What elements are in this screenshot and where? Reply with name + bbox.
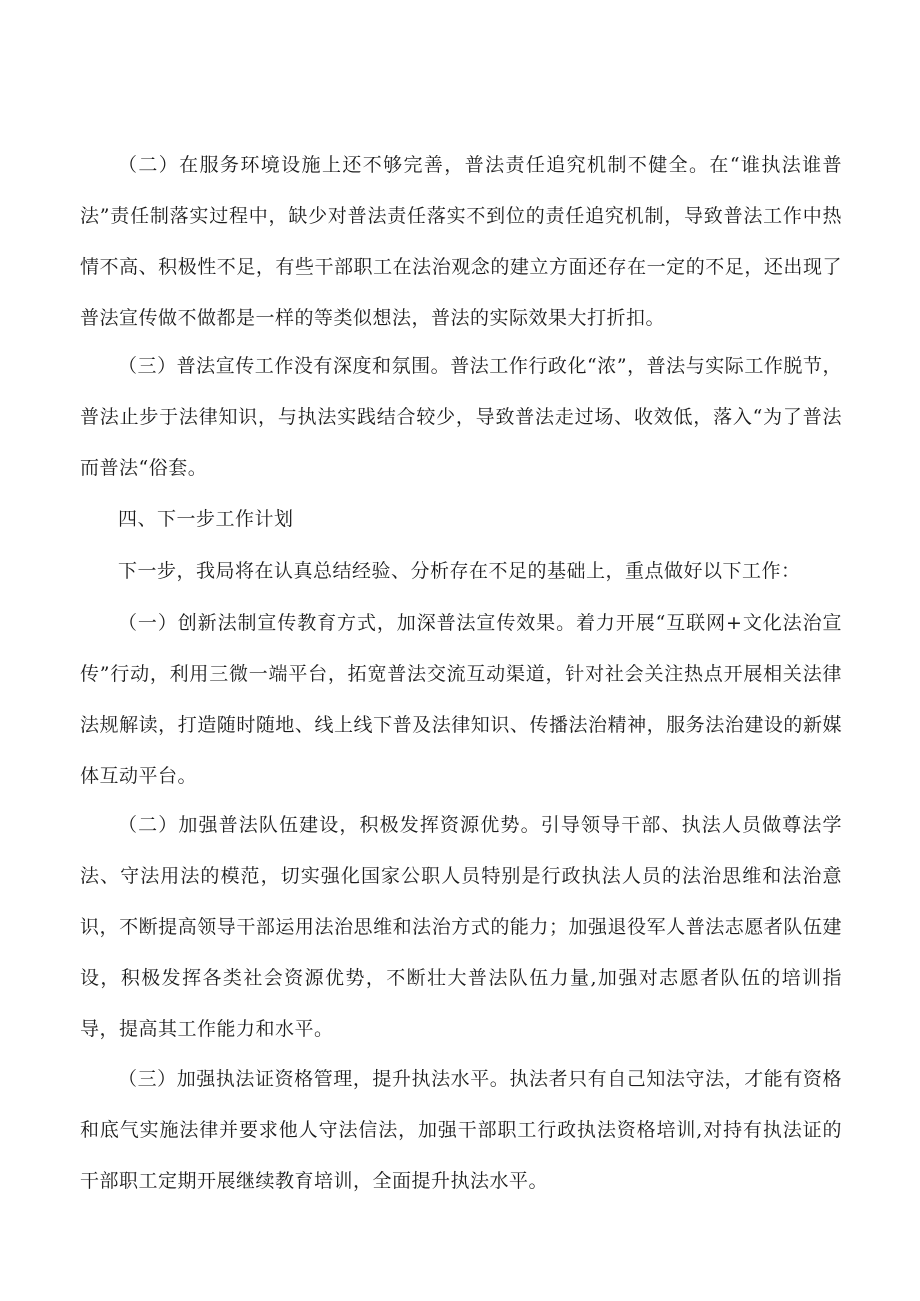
paragraph-supervision-mechanism: （二）在服务环境设施上还不够完善，普法责任追究机制不健全。在“谁执法谁普法”责任制落实过程中，缺少对普法责任落实不到位的责任追究机制，导致普法工作中热情不高、积极性不足，有些干部职工在法治观念的建立方面还存在一定的不足，还出现了普法宣传做不做都是一样的等类似想法，普法的实际效果大打折扣。 — [80, 154, 842, 329]
paragraph-certificate-management: （三）加强执法证资格管理，提升执法水平。执法者只有自己知法守法，才能有资格和底气实施法律并要求他人守法信法，加强干部职工行政执法资格培训,对持有执法证的干部职工定期开展继续教育培训，全面提升执法水平。 — [80, 1068, 842, 1192]
paragraph-innovate-education: （一）创新法制宣传教育方式，加深普法宣传效果。着力开展“互联网+文化法治宣传”行动，利用三微一端平台，拓宽普法交流互动渠道，针对社会关注热点开展相关法律法规解读，打造随时随地、线上线下普及法律知识、传播法治精神，服务法治建设的新媒体互动平台。 — [80, 612, 842, 787]
paragraph-team-building: （二）加强普法队伍建设，积极发挥资源优势。引导领导干部、执法人员做尊法学法、守法用法的模范，切实强化国家公职人员特别是行政执法人员的法治思维和法治意识，不断提高领导干部运用法治思维和法治方式的能力；加强退役军人普法志愿者队伍建设，积极发挥各类社会资源优势，不断壮大普法队伍力量,加强对志愿者队伍的培训指导，提高其工作能力和水平。 — [80, 814, 842, 1040]
section-heading-next-steps: 四、下一步工作计划 — [118, 508, 294, 530]
paragraph-lack-of-depth: （三）普法宣传工作没有深度和氛围。普法工作行政化“浓”，普法与实际工作脱节，普法止步于法律知识，与执法实践结合较少，导致普法走过场、收效低，落入“为了普法而普法“俗套。 — [80, 355, 842, 479]
paragraph-next-steps-intro: 下一步，我局将在认真总结经验、分析存在不足的基础上，重点做好以下工作： — [118, 560, 801, 582]
